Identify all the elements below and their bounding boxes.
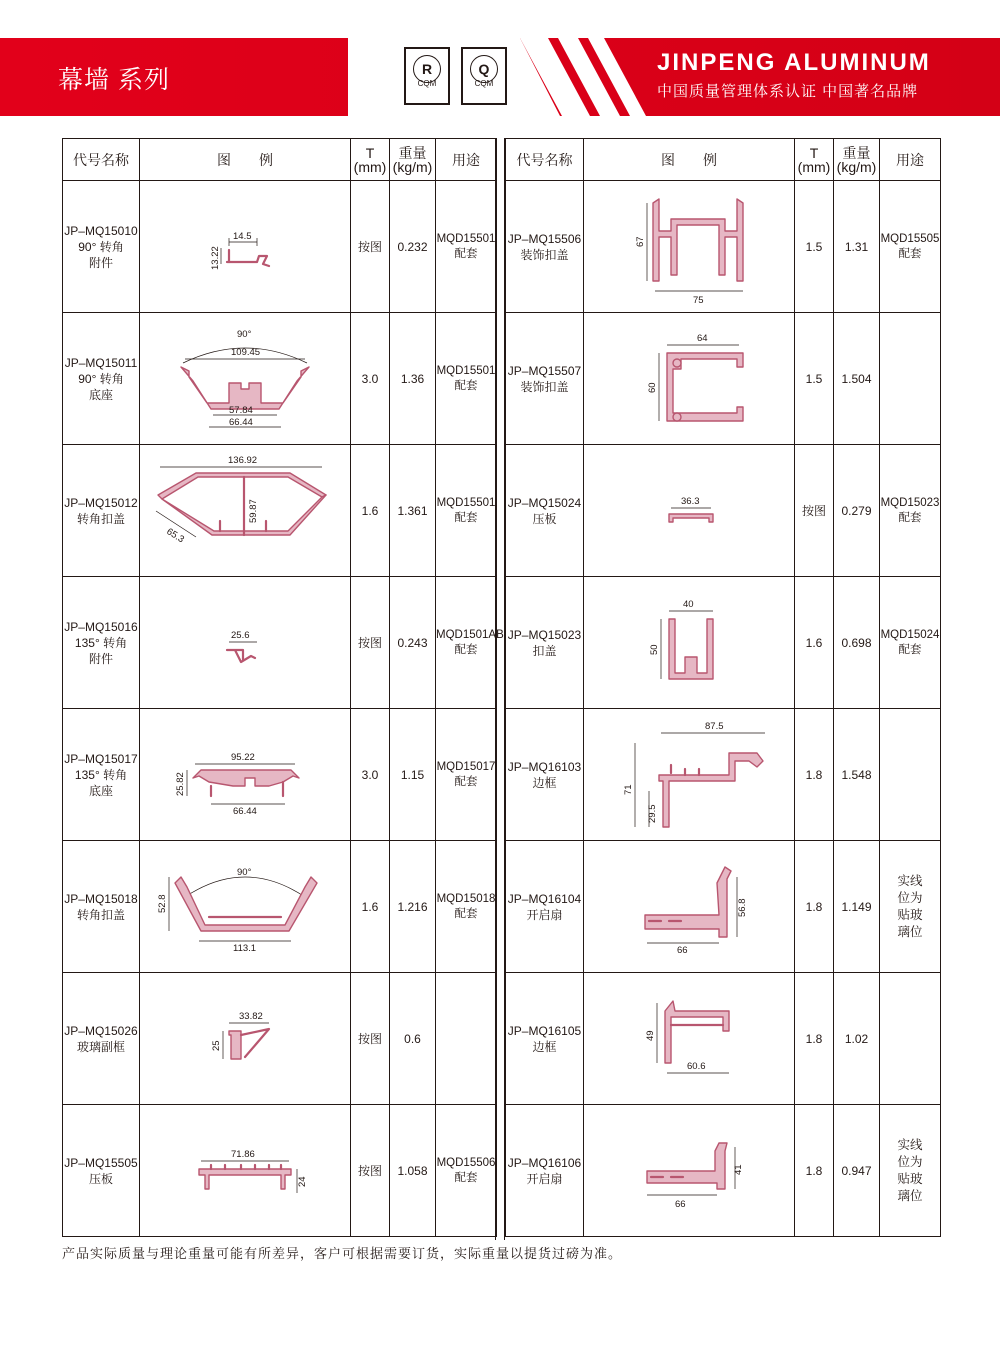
usage-cell: MQD15501 配套 bbox=[436, 313, 497, 445]
profile-figure bbox=[584, 841, 795, 973]
weight-value: 1.149 bbox=[834, 841, 880, 973]
dim-label: 71 bbox=[623, 783, 634, 795]
profile-figure bbox=[584, 181, 795, 313]
thickness-value: 按图 bbox=[351, 181, 390, 313]
product-code-name: JP–MQ15017 135° 转角 底座 bbox=[63, 709, 140, 841]
thickness-value: 按图 bbox=[795, 445, 834, 577]
usage-cell: MQD15023 配套 bbox=[880, 445, 941, 577]
dim-label: 50 bbox=[649, 643, 660, 655]
dim-label: 24 bbox=[297, 1175, 308, 1187]
table-row bbox=[506, 841, 941, 973]
weight-value: 1.36 bbox=[390, 313, 436, 445]
dim-label: 71.86 bbox=[231, 1148, 255, 1160]
thickness-value: 1.5 bbox=[795, 313, 834, 445]
dim-label: 66 bbox=[675, 1198, 686, 1210]
col-weight: 重量 (kg/m) bbox=[834, 139, 880, 181]
profile-figure bbox=[140, 577, 351, 709]
thickness-value: 1.6 bbox=[795, 577, 834, 709]
cert-badge-q: Q CQM bbox=[461, 47, 507, 105]
dim-label: 25 bbox=[211, 1039, 222, 1051]
weight-value: 1.361 bbox=[390, 445, 436, 577]
dim-label: 49 bbox=[645, 1029, 656, 1041]
profile-figure bbox=[584, 445, 795, 577]
product-code-name: JP–MQ15018 转角扣盖 bbox=[63, 841, 140, 973]
thickness-value: 1.8 bbox=[795, 1105, 834, 1237]
profile-figure bbox=[584, 313, 795, 445]
usage-cell: MQD1501AB 配套 bbox=[436, 577, 497, 709]
col-weight: 重量 (kg/m) bbox=[390, 139, 436, 181]
dim-label: 113.1 bbox=[233, 942, 257, 954]
profile-figure bbox=[140, 973, 351, 1105]
dim-label: 33.82 bbox=[239, 1010, 263, 1022]
thickness-value: 3.0 bbox=[351, 313, 390, 445]
weight-value: 1.15 bbox=[390, 709, 436, 841]
thickness-value: 1.8 bbox=[795, 841, 834, 973]
weight-value: 1.31 bbox=[834, 181, 880, 313]
column-divider bbox=[495, 138, 505, 1240]
thickness-value: 按图 bbox=[351, 1105, 390, 1237]
dim-label: 40 bbox=[683, 598, 694, 610]
usage-cell bbox=[880, 709, 941, 841]
table-row bbox=[63, 973, 497, 1105]
profile-figure bbox=[584, 709, 795, 841]
table-row bbox=[506, 313, 941, 445]
col-figure: 图 例 bbox=[584, 139, 795, 181]
thickness-value: 按图 bbox=[351, 577, 390, 709]
table-row bbox=[63, 709, 497, 841]
product-code-name: JP–MQ15507 装饰扣盖 bbox=[506, 313, 584, 445]
product-code-name: JP–MQ15010 90° 转角 附件 bbox=[63, 181, 140, 313]
dim-label: 95.22 bbox=[231, 751, 255, 763]
usage-cell: 实线位为贴玻璃位 bbox=[880, 841, 941, 973]
thickness-value: 1.6 bbox=[351, 841, 390, 973]
weight-value: 0.698 bbox=[834, 577, 880, 709]
product-code-name: JP–MQ15505 压板 bbox=[63, 1105, 140, 1237]
dim-label: 56.8 bbox=[737, 898, 748, 917]
dim-label: 109.45 bbox=[231, 346, 261, 358]
dim-label: 29.5 bbox=[647, 804, 658, 823]
table-header-row bbox=[506, 139, 941, 181]
dim-label: 66 bbox=[677, 944, 688, 956]
profile-figure bbox=[140, 841, 351, 973]
profile-figure bbox=[140, 1105, 351, 1237]
thickness-value: 1.8 bbox=[795, 709, 834, 841]
col-usage: 用途 bbox=[880, 139, 941, 181]
usage-cell bbox=[436, 973, 497, 1105]
product-code-name: JP–MQ15016 135° 转角 附件 bbox=[63, 577, 140, 709]
table-row bbox=[63, 181, 497, 313]
product-code-name: JP–MQ15011 90° 转角 底座 bbox=[63, 313, 140, 445]
table-row bbox=[63, 445, 497, 577]
table-row bbox=[506, 1105, 941, 1237]
table-row bbox=[506, 445, 941, 577]
product-code-name: JP–MQ16103 边框 bbox=[506, 709, 584, 841]
dim-label: 13.22 bbox=[210, 245, 221, 270]
dim-label: 66.44 bbox=[233, 805, 257, 817]
dim-label: 57.84 bbox=[229, 404, 253, 416]
col-thickness: T (mm) bbox=[795, 139, 834, 181]
weight-value: 1.216 bbox=[390, 841, 436, 973]
dim-label: 60 bbox=[647, 381, 658, 393]
weight-value: 0.232 bbox=[390, 181, 436, 313]
dim-label: 66.44 bbox=[229, 416, 253, 428]
usage-cell: MQD15018 配套 bbox=[436, 841, 497, 973]
dim-label: 90° bbox=[237, 328, 252, 340]
cert-badge-r: R CQM bbox=[404, 47, 450, 105]
dim-label: 59.87 bbox=[248, 498, 259, 523]
right-spec-table bbox=[505, 138, 941, 1237]
usage-cell: MQD15506 配套 bbox=[436, 1105, 497, 1237]
thickness-value: 1.8 bbox=[795, 973, 834, 1105]
col-code-name: 代号名称 bbox=[506, 139, 584, 181]
dim-label: 67 bbox=[635, 235, 646, 247]
weight-value: 0.947 bbox=[834, 1105, 880, 1237]
product-code-name: JP–MQ16104 开启扇 bbox=[506, 841, 584, 973]
table-row bbox=[506, 577, 941, 709]
table-row bbox=[506, 973, 941, 1105]
table-row bbox=[506, 709, 941, 841]
table-row bbox=[506, 181, 941, 313]
table-header-row bbox=[63, 139, 497, 181]
dim-label: 90° bbox=[237, 866, 252, 878]
brand-name: JINPENG ALUMINUM bbox=[657, 49, 931, 76]
dim-label: 41 bbox=[733, 1163, 744, 1175]
weight-value: 0.243 bbox=[390, 577, 436, 709]
brand-slogan: 中国质量管理体系认证 中国著名品牌 bbox=[657, 83, 919, 100]
product-code-name: JP–MQ15506 装饰扣盖 bbox=[506, 181, 584, 313]
thickness-value: 1.6 bbox=[351, 445, 390, 577]
profile-figure bbox=[140, 313, 351, 445]
profile-figure bbox=[140, 181, 351, 313]
usage-cell: MQD15501 配套 bbox=[436, 445, 497, 577]
table-row bbox=[63, 1105, 497, 1237]
col-figure: 图 例 bbox=[140, 139, 351, 181]
product-code-name: JP–MQ15026 玻璃副框 bbox=[63, 973, 140, 1105]
thickness-value: 1.5 bbox=[795, 181, 834, 313]
col-code-name: 代号名称 bbox=[63, 139, 140, 181]
usage-cell: MQD15024 配套 bbox=[880, 577, 941, 709]
weight-value: 0.6 bbox=[390, 973, 436, 1105]
profile-figure bbox=[140, 709, 351, 841]
table-row bbox=[63, 313, 497, 445]
product-code-name: JP–MQ15023 扣盖 bbox=[506, 577, 584, 709]
dim-label: 64 bbox=[697, 332, 708, 344]
usage-cell bbox=[880, 973, 941, 1105]
col-thickness: T (mm) bbox=[351, 139, 390, 181]
table-row bbox=[63, 577, 497, 709]
table-row bbox=[63, 841, 497, 973]
weight-value: 1.058 bbox=[390, 1105, 436, 1237]
profile-figure bbox=[584, 577, 795, 709]
dim-label: 75 bbox=[693, 294, 704, 306]
product-code-name: JP–MQ16105 边框 bbox=[506, 973, 584, 1105]
weight-value: 1.548 bbox=[834, 709, 880, 841]
usage-cell: MQD15505 配套 bbox=[880, 181, 941, 313]
weight-value: 1.02 bbox=[834, 973, 880, 1105]
product-code-name: JP–MQ15024 压板 bbox=[506, 445, 584, 577]
profile-figure bbox=[584, 1105, 795, 1237]
dim-label: 87.5 bbox=[705, 720, 724, 732]
left-spec-table bbox=[62, 138, 504, 1237]
dim-label: 52.8 bbox=[157, 894, 168, 913]
profile-figure bbox=[584, 973, 795, 1105]
product-code-name: JP–MQ16106 开启扇 bbox=[506, 1105, 584, 1237]
usage-cell bbox=[880, 313, 941, 445]
profile-figure bbox=[140, 445, 351, 577]
product-code-name: JP–MQ15012 转角扣盖 bbox=[63, 445, 140, 577]
dim-label: 65.3 bbox=[164, 525, 186, 545]
thickness-value: 按图 bbox=[351, 973, 390, 1105]
dim-label: 14.5 bbox=[233, 230, 252, 242]
weight-value: 1.504 bbox=[834, 313, 880, 445]
dim-label: 136.92 bbox=[228, 454, 258, 466]
dim-label: 36.3 bbox=[681, 495, 700, 507]
dim-label: 25.82 bbox=[175, 771, 186, 796]
col-usage: 用途 bbox=[436, 139, 497, 181]
thickness-value: 3.0 bbox=[351, 709, 390, 841]
usage-cell: 实线位为贴玻璃位 bbox=[880, 1105, 941, 1237]
weight-value: 0.279 bbox=[834, 445, 880, 577]
footnote: 产品实际质量与理论重量可能有所差异，客户可根据需要订货，实际重量以提货过磅为准。 bbox=[62, 1246, 623, 1261]
usage-cell: MQD15501 配套 bbox=[436, 181, 497, 313]
usage-cell: MQD15017 配套 bbox=[436, 709, 497, 841]
dim-label: 25.6 bbox=[231, 629, 250, 641]
series-title: 幕墙 系列 bbox=[58, 66, 170, 94]
dim-label: 60.6 bbox=[687, 1060, 706, 1072]
